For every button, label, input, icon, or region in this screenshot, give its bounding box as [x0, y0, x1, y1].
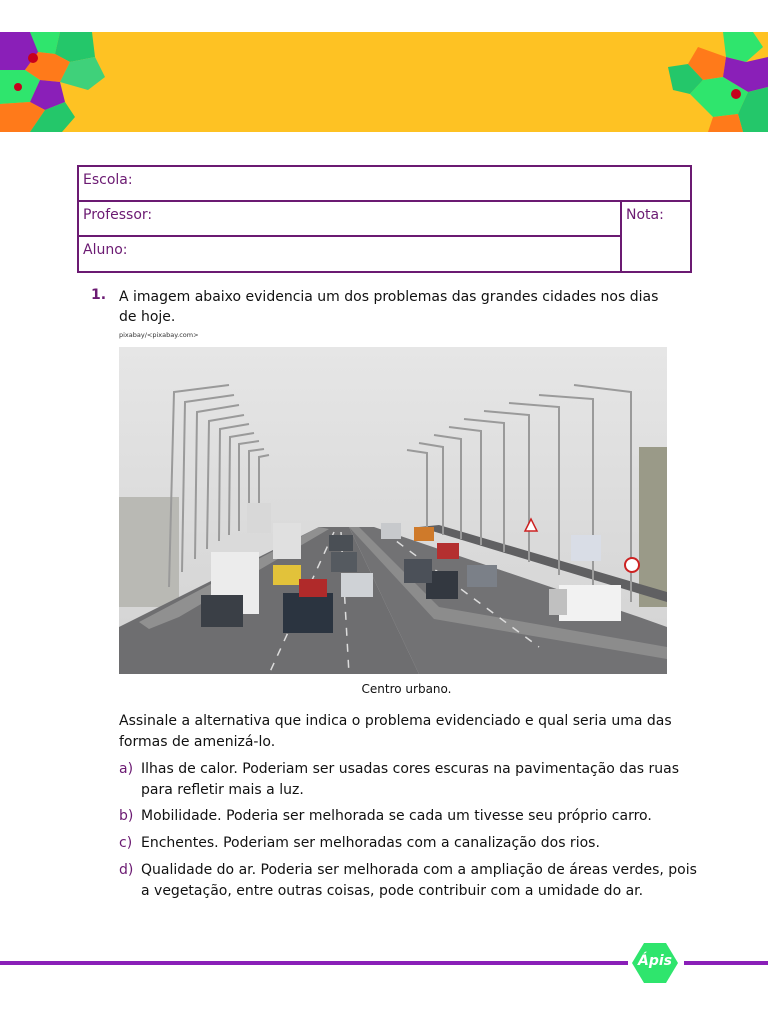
hexagon-pattern-left: [0, 32, 110, 132]
option-letter: b): [119, 808, 134, 824]
footer-line-left: [0, 961, 628, 965]
option-text: Qualidade do ar. Poderia ser melhorada com a ampliação de áreas verdes, pois a vegetação, entre outras coisas, pode contribuir com a umidade do ar.: [141, 862, 697, 899]
header-banner: [0, 32, 768, 132]
aluno-label: Aluno:: [83, 242, 128, 258]
footer-line-right: [684, 961, 768, 965]
nota-label: Nota:: [626, 207, 664, 223]
professor-field[interactable]: [77, 200, 622, 237]
professor-label: Professor:: [83, 207, 153, 223]
escola-field[interactable]: [77, 165, 692, 202]
question-text: A imagem abaixo evidencia um dos problemas das grandes cidades nos dias de hoje.: [119, 289, 659, 325]
image-caption: Centro urbano.: [361, 682, 452, 696]
apis-logo-text: Ápis: [638, 953, 672, 969]
option-text: Ilhas de calor. Poderiam ser usadas cores escuras na pavimentação das ruas para refletir mais a luz.: [141, 761, 680, 798]
option-text: Enchentes. Poderiam ser melhoradas com a canalização dos rios.: [141, 835, 600, 851]
option-letter: d): [119, 862, 134, 878]
image-credit: pixabay/<pixabay.com>: [119, 331, 199, 339]
option-text: Mobilidade. Poderia ser melhorada se cada um tivesse seu próprio carro.: [141, 808, 652, 824]
highway-traffic-photo: [119, 347, 667, 674]
nota-field[interactable]: [620, 200, 692, 273]
escola-label: Escola:: [83, 172, 133, 188]
option-letter: a): [119, 761, 134, 777]
question-instruction: Assinale a alternativa que indica o problema evidenciado e qual seria uma das formas de amenizá-lo.: [119, 713, 672, 750]
option-letter: c): [119, 835, 133, 851]
hexagon-pattern-right: [668, 32, 768, 132]
question-number: 1.: [91, 287, 107, 303]
aluno-field[interactable]: [77, 235, 622, 273]
student-info-table: [77, 165, 692, 273]
